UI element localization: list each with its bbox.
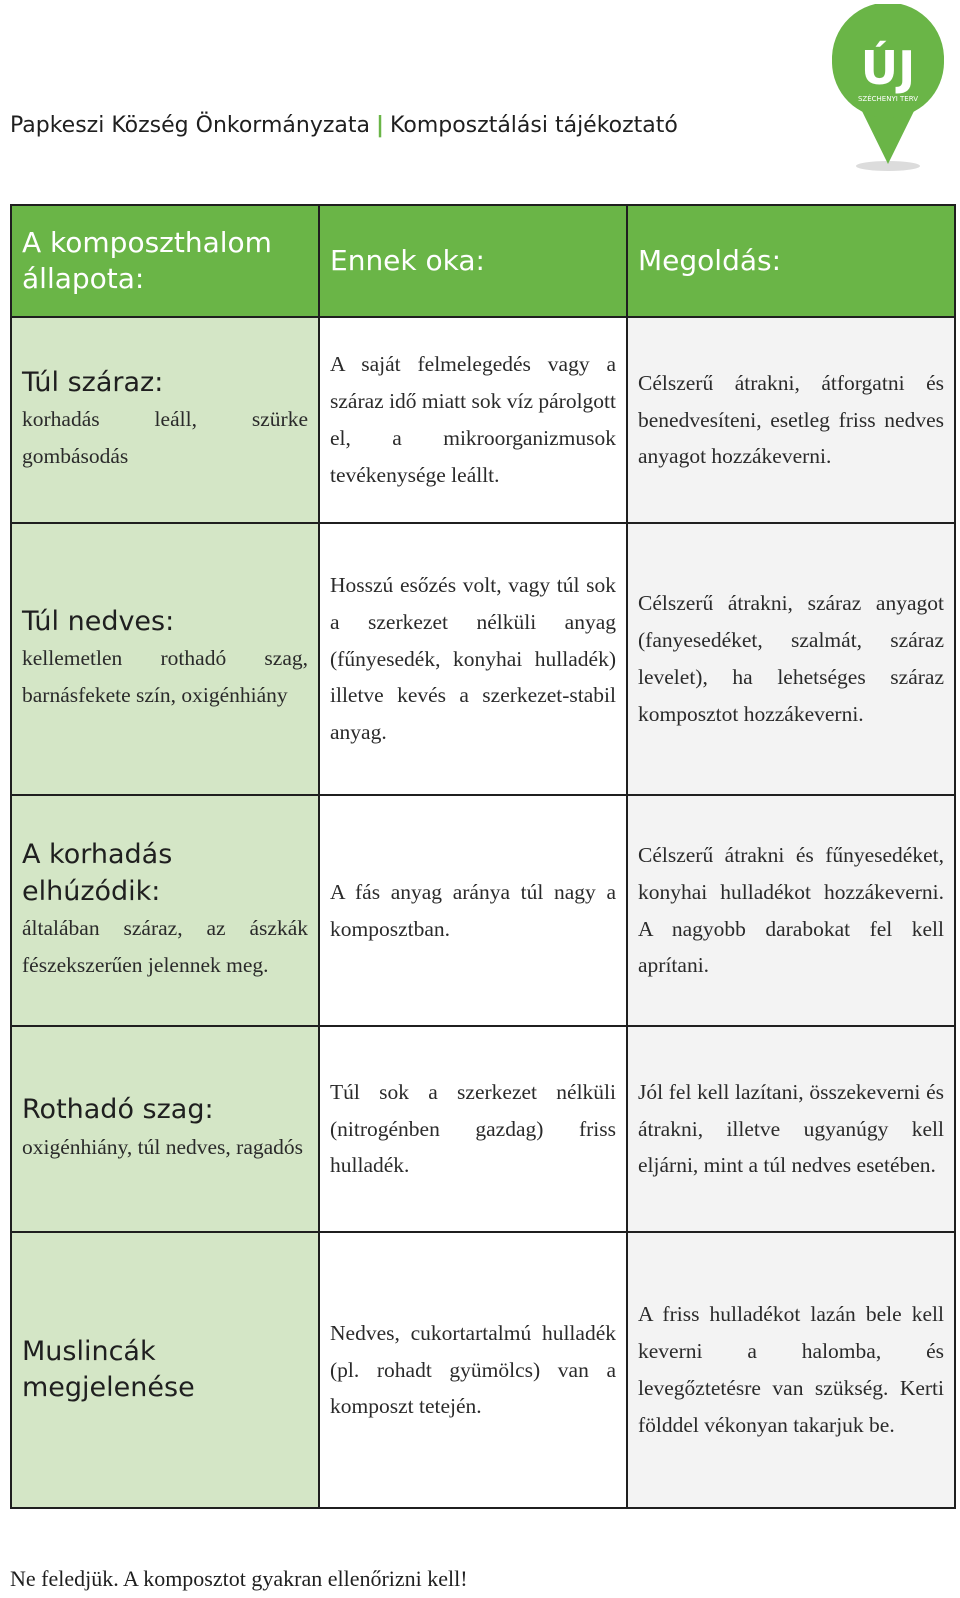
header-solution: Megoldás: bbox=[627, 205, 955, 317]
org-name: Papkeszi Község Önkormányzata bbox=[10, 113, 370, 138]
solution-cell bbox=[627, 1026, 955, 1232]
table-row bbox=[11, 1026, 955, 1232]
state-title: Túl nedves: bbox=[22, 605, 175, 637]
state-description: oxigénhiány, túl nedves, ragadós bbox=[22, 1134, 304, 1159]
solution-text: Jól fel kell lazítani, összekeverni és átrakni, illetve ugyanúgy kell eljárni, mint a túl nedves esetében. bbox=[638, 1079, 944, 1178]
document-title: Komposztálási tájékoztató bbox=[390, 113, 678, 138]
cause-text: A fás anyag aránya túl nagy a komposztban. bbox=[330, 879, 616, 941]
state-cell bbox=[11, 523, 319, 795]
table-row bbox=[11, 1232, 955, 1508]
table-row bbox=[11, 523, 955, 795]
solution-text: Célszerű átrakni és fűnyesedéket, konyhai hulladékot hozzákeverni. A nagyobb darabokat fel kell aprítani. bbox=[638, 842, 944, 978]
cause-cell bbox=[319, 317, 627, 523]
state-cell bbox=[11, 795, 319, 1026]
cause-text: A saját felmelegedés vagy a száraz idő miatt sok víz párolgott el, a mikroorganizmusok tevékenysége leállt. bbox=[330, 352, 616, 487]
solution-text: Célszerű átrakni, száraz anyagot (fanyesedéket, szalmát, száraz levelet), ha lehetséges száraz komposztot hozzákeverni. bbox=[638, 591, 944, 726]
table-header-row bbox=[11, 205, 955, 317]
solution-cell bbox=[627, 795, 955, 1026]
state-description: korhadás leáll, szürke gombásodás bbox=[22, 407, 308, 469]
logo-text: ÚJ bbox=[860, 41, 916, 95]
state-description: kellemetlen rothadó szag, barnásfekete szín, oxigénhiány bbox=[22, 646, 308, 708]
state-title: Rothadó szag: bbox=[22, 1094, 214, 1126]
header-state: A komposzthalom állapota: bbox=[11, 205, 319, 317]
cause-cell bbox=[319, 523, 627, 795]
header-separator: | bbox=[375, 113, 385, 138]
cause-text: Nedves, cukortartalmú hulladék (pl. rohadt gyümölcs) van a komposzt tetején. bbox=[330, 1320, 616, 1419]
state-title: A korhadás elhúzódik: bbox=[22, 839, 173, 907]
cause-cell bbox=[319, 1232, 627, 1508]
logo-subtext: SZÉCHENYI TERV bbox=[857, 95, 919, 103]
solution-cell bbox=[627, 523, 955, 795]
table-row bbox=[11, 795, 955, 1026]
uj-szechenyi-terv-logo bbox=[830, 4, 946, 174]
state-title: Muslincák megjelenése bbox=[22, 1335, 195, 1403]
solution-text: A friss hulladékot lazán bele kell keverni a halomba, és levegőztetésre van szükség. Kerti földdel vékonyan takarjuk be. bbox=[638, 1302, 944, 1437]
cause-text: Hosszú esőzés volt, vagy túl sok a szerkezet nélküli anyag (fűnyesedék, konyhai hulladék) illetve kevés a szerkezet-stabil anyag. bbox=[330, 572, 616, 745]
footer-note: Ne feledjük. A komposztot gyakran ellenőrizni kell! bbox=[10, 1566, 468, 1591]
table-row bbox=[11, 317, 955, 523]
state-cell bbox=[11, 1232, 319, 1508]
solution-cell bbox=[627, 317, 955, 523]
header-cause: Ennek oka: bbox=[319, 205, 627, 317]
cause-cell bbox=[319, 1026, 627, 1232]
cause-text: Túl sok a szerkezet nélküli (nitrogénben gazdag) friss hulladék. bbox=[330, 1079, 616, 1178]
document-header bbox=[10, 113, 678, 138]
solution-text: Célszerű átrakni, átforgatni és benedvesíteni, esetleg friss nedves anyagot hozzákeverni. bbox=[638, 370, 944, 469]
composting-table bbox=[10, 204, 956, 1509]
state-description: általában száraz, az ászkák fészekszerűen jelennek meg. bbox=[22, 915, 308, 977]
state-title: Túl száraz: bbox=[22, 366, 164, 398]
state-cell bbox=[11, 1026, 319, 1232]
cause-cell bbox=[319, 795, 627, 1026]
solution-cell bbox=[627, 1232, 955, 1508]
state-cell bbox=[11, 317, 319, 523]
